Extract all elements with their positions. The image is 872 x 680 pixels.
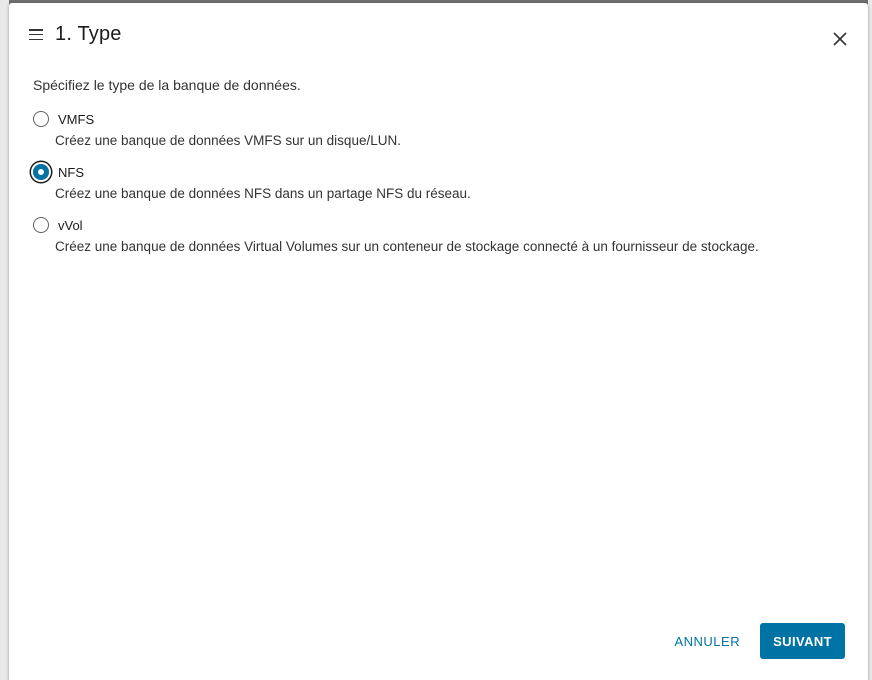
option-description-nfs: Créez une banque de données NFS dans un partage NFS du réseau. xyxy=(55,186,471,201)
radio-nfs[interactable] xyxy=(33,164,49,180)
option-label-vvol[interactable]: vVol xyxy=(58,217,83,233)
option-description-vmfs: Créez une banque de données VMFS sur un disque/LUN. xyxy=(55,133,401,148)
dialog-title: 1. Type xyxy=(55,23,122,45)
background-app-edge-left xyxy=(0,0,9,680)
radio-vvol[interactable] xyxy=(33,217,49,233)
new-datastore-dialog xyxy=(9,3,868,680)
option-nfs xyxy=(33,162,848,201)
option-vvol xyxy=(33,215,848,254)
cancel-button[interactable]: ANNULER xyxy=(664,623,750,659)
hamburger-menu-icon[interactable] xyxy=(29,29,43,41)
close-icon[interactable] xyxy=(832,31,848,47)
dialog-header xyxy=(9,3,868,65)
option-vmfs xyxy=(33,109,848,148)
dialog-footer xyxy=(664,623,845,659)
dialog-body xyxy=(33,77,848,268)
instruction-text: Spécifiez le type de la banque de données. xyxy=(33,77,301,93)
option-label-vmfs[interactable]: VMFS xyxy=(58,111,95,127)
option-description-vvol: Créez une banque de données Virtual Volumes sur un conteneur de stockage connecté à un fournisseur de stockage. xyxy=(55,239,759,254)
next-button[interactable]: SUIVANT xyxy=(760,623,845,659)
radio-vmfs[interactable] xyxy=(33,111,49,127)
background-app-edge-right xyxy=(868,0,872,680)
option-label-nfs[interactable]: NFS xyxy=(58,164,84,180)
